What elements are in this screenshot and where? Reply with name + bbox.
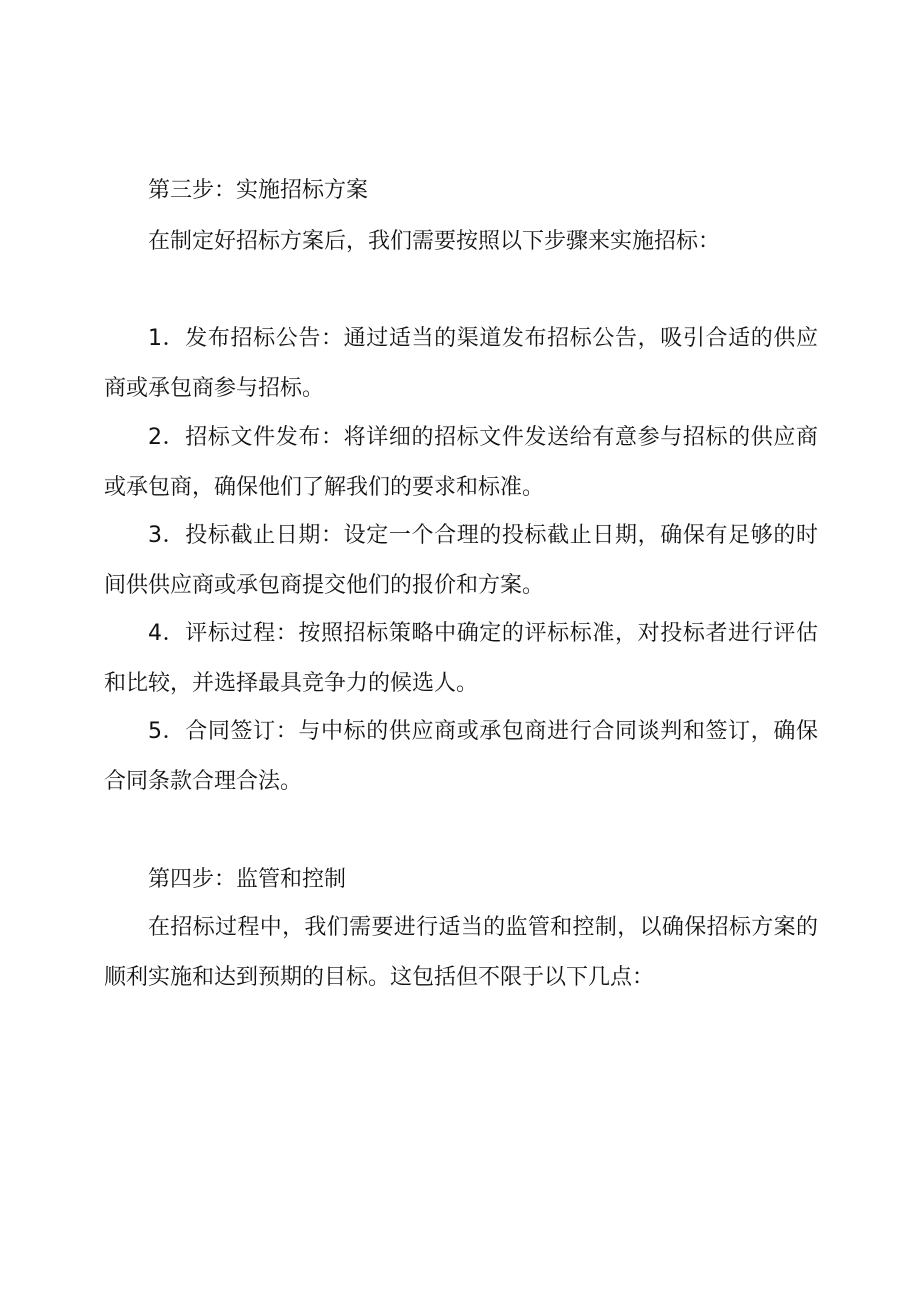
list-item-2: 2．招标文件发布：将详细的招标文件发送给有意参与招标的供应商或承包商，确保他们了解我们的要求和标准。 (104, 425, 818, 500)
list-item-3: 3．投标截止日期：设定一个合理的投标截止日期，确保有足够的时间供供应商或承包商提交他们的报价和方案。 (104, 523, 818, 598)
list-item-4: 4．评标过程：按照招标策略中确定的评标标准，对投标者进行评估和比较，并选择最具竞争力的候选人。 (104, 621, 818, 696)
section-3-heading: 第三步：实施招标方案 (148, 178, 369, 203)
list-item-1: 1．发布招标公告：通过适当的渠道发布招标公告，吸引合适的供应商或承包商参与招标。 (104, 326, 818, 401)
section-3-intro: 在制定好招标方案后，我们需要按照以下步骤来实施招标： (148, 229, 721, 254)
list-item-5: 5．合同签订：与中标的供应商或承包商进行合同谈判和签订，确保合同条款合理合法。 (104, 719, 818, 794)
section-4-intro: 在招标过程中，我们需要进行适当的监管和控制，以确保招标方案的顺利实施和达到预期的目标。这包括但不限于以下几点： (104, 915, 818, 990)
section-4-heading: 第四步：监管和控制 (148, 867, 347, 892)
